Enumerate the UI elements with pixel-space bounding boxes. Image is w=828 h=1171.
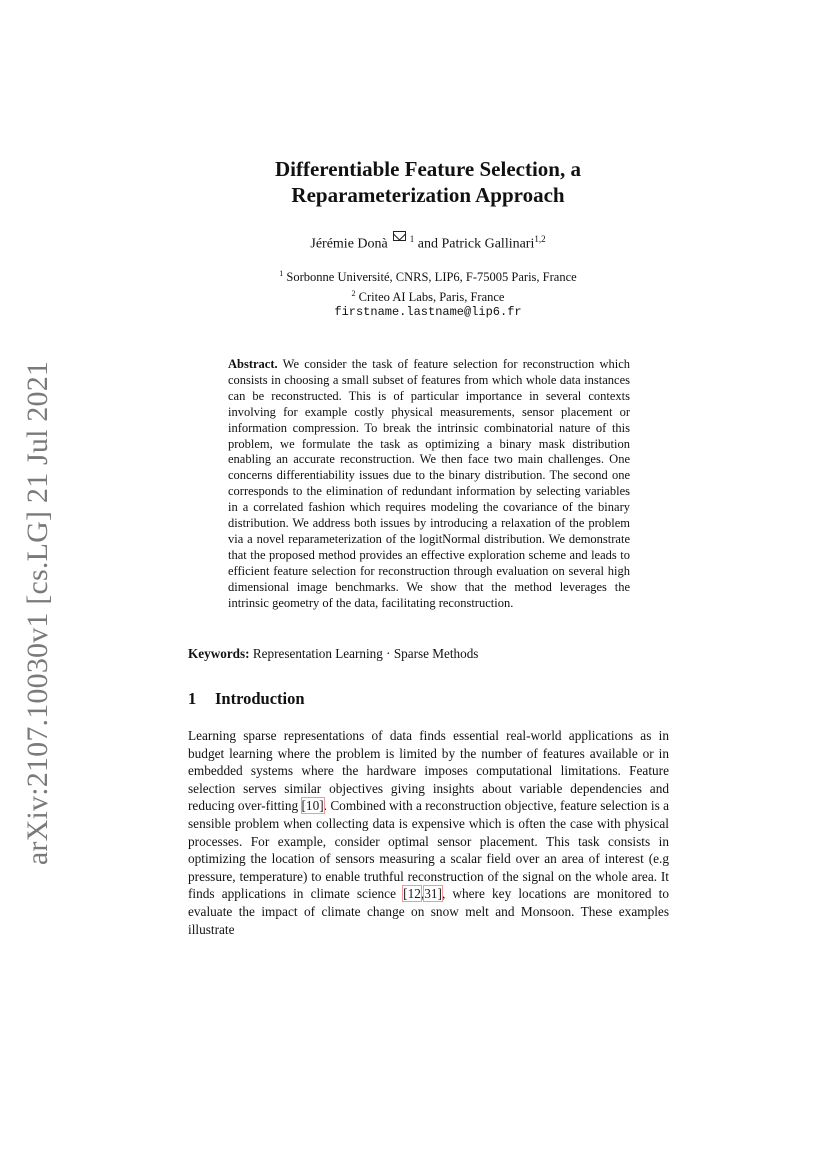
introduction-paragraph (188, 727, 669, 938)
keywords-text: Representation Learning · Sparse Methods (252, 646, 479, 661)
affiliation-2-text: Criteo AI Labs, Paris, France (358, 289, 505, 304)
citation-link-31[interactable]: 31] (424, 886, 442, 902)
author-2-affiliation-mark: 1,2 (534, 234, 546, 244)
abstract-text: We consider the task of feature selection for reconstruction which consists in choosing a small subset of features from which whole data instances can be reconstructed. This is of particular importance in several contexts involving for example costly physical measurements, sensor placement or information compression. To break the intrinsic combinatorial nature of this problem, we formulate the task as optimizing a binary mask distribution enabling an accurate reconstruction. We then face two main challenges. One concerns differentiability issues due to the binary distribution. The second one corresponds to the elimination of redundant information by selecting variables in a correlated fashion which requires modeling the covariance of the binary distribution. We address both issues by introducing a relaxation of the problem via a novel reparameterization of the logitNormal distribution. We demonstrate that the proposed method provides an effective exploration scheme and leads to efficient feature selection for reconstruction through evaluation on several high dimensional image benchmarks. We show that the method leverages the intrinsic geometry of the data, facilitating reconstruction. (228, 357, 630, 610)
citation-link-10[interactable]: [10] (301, 798, 324, 814)
intro-text-part-3: , where key locations are monitored to evaluate the impact of climate change on snow melt and Monsoon. These examples illustrate (188, 886, 669, 937)
section-heading-introduction (188, 689, 305, 709)
affiliation-2 (160, 286, 696, 306)
section-title: Introduction (215, 689, 305, 708)
affiliation-1-mark: 1 (279, 269, 284, 278)
citation-separator: , (420, 886, 425, 902)
affiliation-2-mark: 2 (351, 288, 356, 298)
paper-title-line-2: Reparameterization Approach (291, 183, 565, 207)
envelope-icon[interactable] (393, 231, 406, 241)
author-1-name: Jérémie Donà (310, 236, 388, 252)
paper-title-line-1: Differentiable Feature Selection, a (275, 157, 581, 181)
affiliation-1 (160, 266, 696, 286)
author-list (160, 234, 696, 253)
abstract (228, 357, 630, 612)
arxiv-identifier-text: arXiv:2107.10030v1 [cs.LG] 21 Jul 2021 (21, 360, 54, 866)
citation-link-12[interactable]: [12 (403, 886, 421, 902)
affiliation-1-text: Sorbonne Université, CNRS, LIP6, F-75005 Paris, France (286, 270, 577, 285)
affiliations (160, 266, 696, 321)
author-2-name: and Patrick Gallinari (417, 236, 535, 252)
arxiv-identifier-stamp (16, 360, 60, 866)
keywords-label: Keywords: (188, 646, 250, 661)
author-1-affiliation-mark: 1 (409, 234, 415, 244)
section-number: 1 (188, 689, 197, 708)
contact-email[interactable]: firstname.lastname@lip6.fr (334, 305, 522, 320)
keywords (188, 646, 668, 662)
intro-text-part-2: . Combined with a reconstruction objective, feature selection is a sensible problem when collecting data is expensive which is often the case with physical processes. For example, consider optimal sensor placement. This task consists in optimizing the location of sensors measuring a scalar field over an area of interest (e.g pressure, temperature) to enable truthful reconstruction of the signal on the whole area. It finds applications in climate science (188, 798, 669, 902)
abstract-label: Abstract. (228, 357, 278, 371)
intro-text-part-1: Learning sparse representations of data finds essential real-world applications as in budget learning where the problem is limited by the number of features available or in embedded systems where the hardware imposes computational limitations. Feature selection serves similar objectives giving insights about variable dependencies and reducing over-fitting (188, 728, 669, 814)
paper-title (160, 156, 696, 208)
